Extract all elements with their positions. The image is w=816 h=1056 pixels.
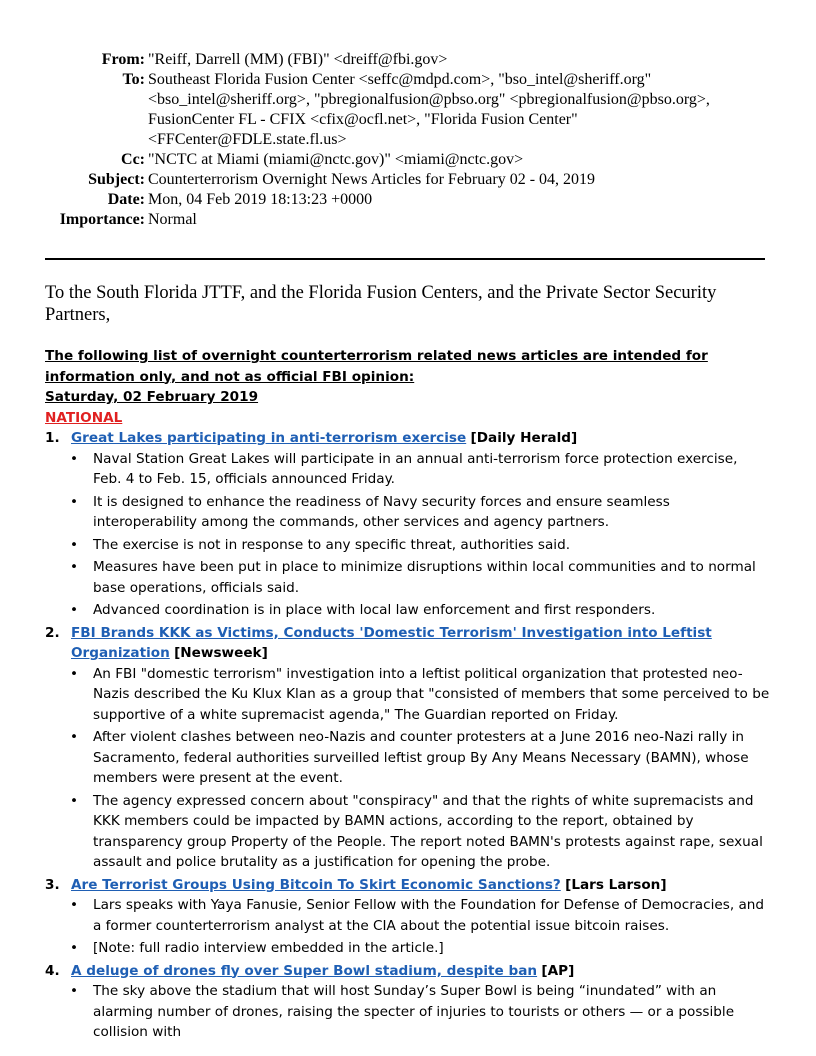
article-bullets bbox=[45, 981, 770, 1043]
bullet-dot-icon: • bbox=[70, 940, 79, 956]
bullet-dot-icon: • bbox=[70, 792, 79, 809]
article-source: [Lars Larson] bbox=[565, 876, 667, 893]
bullet-item: • Advanced coordination is in place with local law enforcement and first responders. bbox=[45, 600, 770, 621]
from-row bbox=[0, 50, 816, 70]
bullet-dot-icon: • bbox=[70, 897, 79, 913]
to-value: Southeast Florida Fusion Center <seffc@mdpd.com>, "bso_intel@sheriff.org" <bso_intel@sheriff.org>, "pbregionalfusion@pbso.org" <pbregionalfusion@pbso.org>, FusionCenter FL - CFIX <cfix@ocfl.net>, "Florida Fusion Center" <FFCenter@FDLE.state.fl.us> bbox=[148, 71, 710, 148]
article-item bbox=[45, 961, 770, 982]
bullet-item: • An FBI "domestic terrorism" investigation into a leftist political organization that protested neo-Nazis described the Ku Klux Klan as a group that "consisted of members that some perceived to be supportive of a white supremacist agenda," The Guardian reported on Friday. bbox=[70, 665, 770, 723]
article-item bbox=[45, 623, 770, 664]
bullet-dot-icon: • bbox=[70, 559, 79, 575]
bullet-item: • It is designed to enhance the readiness of Navy security forces and ensure seamless interoperability among the commands, other services and agency partners. bbox=[70, 493, 670, 530]
bullet-dot-icon: • bbox=[70, 729, 79, 745]
importance-label: Importance: bbox=[59, 211, 145, 228]
article-link[interactable]: Are Terrorist Groups Using Bitcoin To Skirt Economic Sanctions? bbox=[71, 876, 561, 893]
bullet-item: • After violent clashes between neo-Nazis and counter protesters at a June 2016 neo-Nazi rally in Sacramento, federal authorities surveilled leftist group By Any Means Necessary (BAMN), whose members were present at the event. bbox=[70, 729, 749, 786]
cc-value: "NCTC at Miami (miami@nctc.gov)" <miami@nctc.gov> bbox=[148, 151, 524, 168]
bullet-item: • Naval Station Great Lakes will participate in an annual anti-terrorism force protection exercise, Feb. 4 to Feb. 15, officials announced Friday. bbox=[70, 450, 738, 487]
email-header bbox=[0, 50, 816, 230]
bullet-dot-icon: • bbox=[70, 493, 79, 510]
header-divider bbox=[45, 258, 765, 260]
article-number: 2. bbox=[45, 624, 60, 641]
to-row bbox=[0, 70, 816, 150]
bullet-item: • The exercise is not in response to any specific threat, authorities said. bbox=[45, 535, 770, 556]
bullet-item: • The agency expressed concern about "conspiracy" and that the rights of white supremacists and KKK members could be impacted by BAMN actions, according to the report, obtained by transparency group Property of the People. The report noted BAMN's protests against rape, sexual assault and police brutality as a justification for opening the probe. bbox=[70, 792, 763, 870]
bullet-dot-icon: • bbox=[70, 602, 79, 618]
article-source: [Newsweek] bbox=[174, 645, 268, 661]
article-bullets bbox=[45, 895, 770, 959]
bullet-dot-icon: • bbox=[70, 665, 79, 682]
article-bullets bbox=[45, 449, 770, 621]
article-item bbox=[45, 428, 770, 449]
cc-row bbox=[0, 150, 816, 170]
disclaimer: The following list of overnight counterterrorism related news articles are intended for information only, and not as official FBI opinion: bbox=[45, 348, 708, 385]
article-number: 4. bbox=[45, 962, 60, 979]
article-source: [AP] bbox=[541, 962, 575, 979]
subject-label: Subject: bbox=[88, 171, 145, 188]
bullet-dot-icon: • bbox=[70, 983, 79, 999]
bullet-item: • [Note: full radio interview embedded in the article.] bbox=[45, 938, 770, 959]
article-number: 1. bbox=[45, 430, 60, 446]
subject-row bbox=[0, 170, 816, 190]
from-value: "Reiff, Darrell (MM) (FBI)" <dreiff@fbi.gov> bbox=[148, 51, 448, 68]
from-label: From: bbox=[101, 51, 145, 68]
bullet-item: • The sky above the stadium that will host Sunday’s Super Bowl is being “inundated” with an alarming number of drones, raising the specter of injuries to tourists or others — or a possible collision with bbox=[70, 983, 735, 1040]
article-item bbox=[45, 875, 770, 896]
bullet-item: • Lars speaks with Yaya Fanusie, Senior Fellow with the Foundation for Defense of Democracies, and a former counterterrorism analyst at the CIA about the potential issue bitcoin raises. bbox=[70, 897, 765, 934]
date-heading: Saturday, 02 February 2019 bbox=[45, 389, 259, 405]
article-link[interactable]: Great Lakes participating in anti-terrorism exercise bbox=[71, 430, 467, 446]
cc-label: Cc: bbox=[121, 151, 145, 168]
subject-value: Counterterrorism Overnight News Articles for February 02 - 04, 2019 bbox=[148, 171, 596, 188]
article-link[interactable]: FBI Brands KKK as Victims, Conducts 'Domestic Terrorism' Investigation into Leftist Organization bbox=[71, 624, 712, 661]
date-label: Date: bbox=[107, 191, 145, 208]
importance-row bbox=[0, 210, 816, 230]
article-number: 3. bbox=[45, 876, 60, 893]
importance-value: Normal bbox=[148, 211, 197, 228]
bullet-dot-icon: • bbox=[70, 536, 79, 553]
bullet-dot-icon: • bbox=[70, 450, 79, 467]
date-row bbox=[0, 190, 816, 210]
article-source: [Daily Herald] bbox=[470, 430, 578, 446]
article-bullets bbox=[45, 664, 770, 873]
email-body bbox=[45, 346, 770, 1045]
to-label: To: bbox=[122, 71, 145, 88]
section-heading: NATIONAL bbox=[45, 409, 123, 426]
article-link[interactable]: A deluge of drones fly over Super Bowl stadium, despite ban bbox=[71, 962, 538, 979]
date-value: Mon, 04 Feb 2019 18:13:23 +0000 bbox=[148, 191, 373, 208]
greeting: To the South Florida JTTF, and the Florida Fusion Centers, and the Private Sector Security Partners, bbox=[45, 283, 717, 325]
bullet-item: • Measures have been put in place to minimize disruptions within local communities and to normal base operations, officials said. bbox=[70, 559, 756, 596]
